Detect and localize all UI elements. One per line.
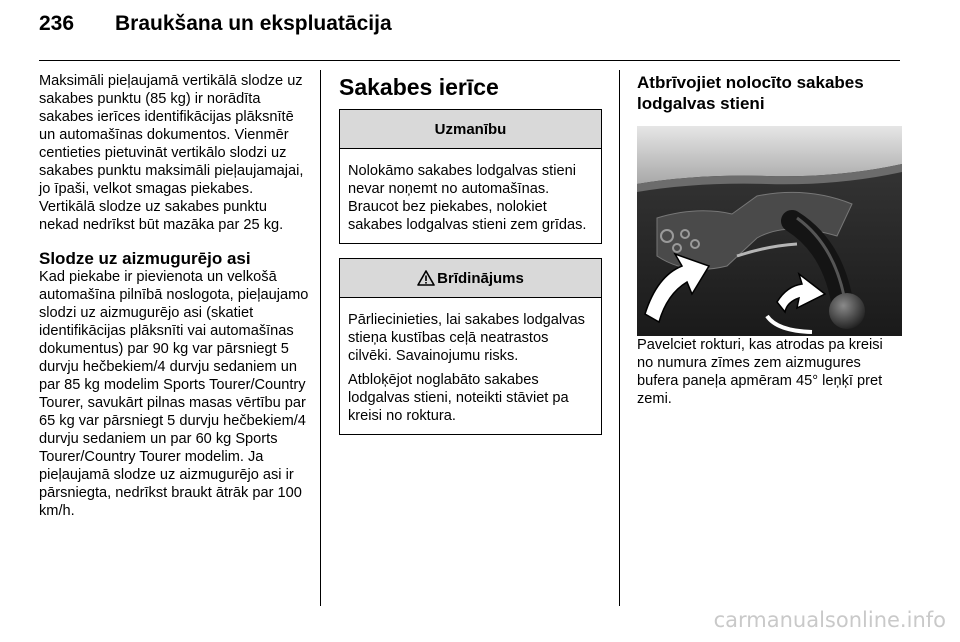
section-title: Braukšana un ekspluatācija xyxy=(115,12,392,35)
watermark: carmanualsonline.info xyxy=(713,608,946,632)
warning-heading: Brīdinājums xyxy=(437,269,524,287)
towing-device-title: Sakabes ierīce xyxy=(339,74,499,100)
page-number: 236 xyxy=(39,12,75,35)
column-left xyxy=(39,72,309,520)
caution-heading: Uzmanību xyxy=(340,110,601,149)
tow-bar-illustration xyxy=(637,126,902,336)
tow-bar-photo xyxy=(637,126,902,336)
warning-text-1: Pārliecinieties, lai sakabes lodgalvas stieņa kustības ceļā neatrastos cilvēki. Savainojumu risks. xyxy=(348,312,585,364)
warning-box xyxy=(339,258,602,435)
release-title: Atbrīvojiet nolocīto sakabes lodgalvas stieni xyxy=(637,73,864,113)
figure-caption: Pavelciet rokturi, kas atrodas pa kreisi no numura zīmes zem aizmugures bufera paneļa apmēram 45° leņķī pret zemi. xyxy=(637,337,883,407)
rear-axle-heading: Slodze uz aizmugurējo asi xyxy=(39,249,251,268)
caution-text: Nolokāmo sakabes lodgalvas stieni nevar noņemt no automašīnas. Braucot bez piekabes, nolokiet sakabes lodgalvas stieni zem grīdas. xyxy=(348,163,587,233)
column-divider xyxy=(320,70,321,606)
column-divider xyxy=(619,70,620,606)
intro-paragraph: Maksimāli pieļaujamā vertikālā slodze uz sakabes punktu (85 kg) ir norādīta sakabes ierīces identifikācijas plāksnītē un automašīnas dokumentos. Vienmēr centieties pietuvināt vertikālo slodzi uz sakabes punktu maksimāli pieļaujamajai, jo īpaši, velkot smagas piekabes. Vertikālā slodze uz sakabes punktu nekad nedrīkst būt mazāka par 25 kg. xyxy=(39,73,304,233)
rear-axle-paragraph: Kad piekabe ir pievienota un velkošā automašīna pilnībā noslogota, pieļaujamo slodzi uz aizmugurējo asi (skatiet identifikācijas plāksnīti vai automašīnas dokumentus) par 90 kg var pārsniegt 5 durvju hečbekiem/4 durvju sedaniem un par 85 kg modelim Sports Tourer/Country Tourer, savukārt pilnas masas vērtību par 65 kg var pārsniegt 5 durvju hečbekiem/4 durvju sedaniem un par 60 kg Sports Tourer/Country Tourer modelim. Ja pieļaujamā slodze uz aizmugurējo asi ir pārsniegta, nedrīkst braukt ātrāk par 100 km/h. xyxy=(39,269,309,519)
column-right xyxy=(637,72,902,408)
warning-text-2: Atbloķējot noglabāto sakabes lodgalvas stieni, noteikti stāviet pa kreisi no roktura. xyxy=(348,372,569,424)
warning-triangle-icon xyxy=(417,270,435,286)
column-middle xyxy=(339,72,602,435)
caution-box xyxy=(339,109,602,244)
page-header xyxy=(39,12,392,42)
header-rule xyxy=(39,60,900,61)
warning-header xyxy=(340,259,601,298)
